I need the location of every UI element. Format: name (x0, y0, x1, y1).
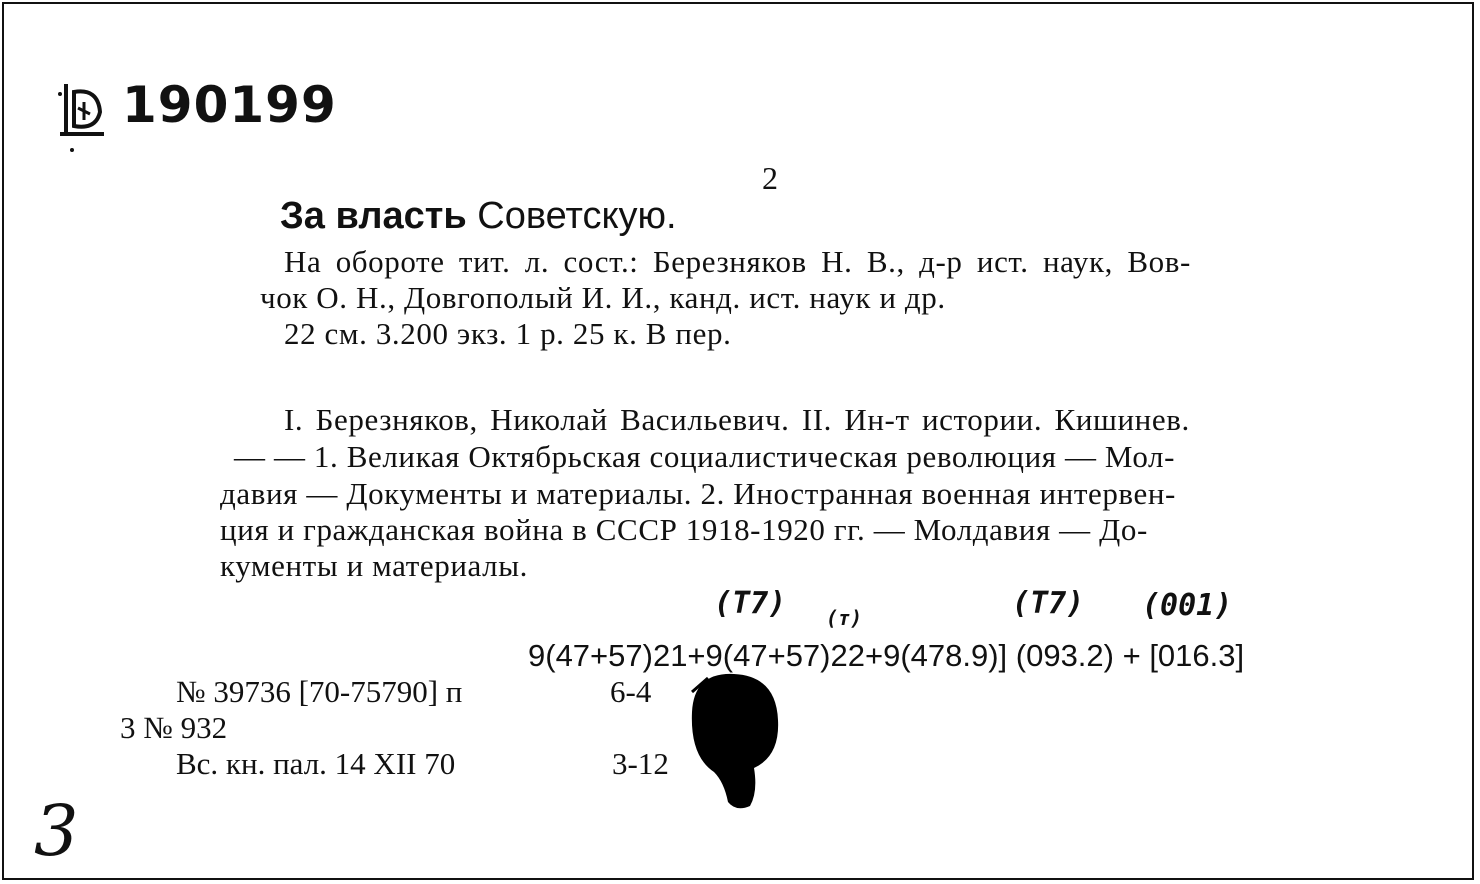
subject-line-1: I. Березняков, Николай Васильевич. II. Ин-т истории. Кишинев. (284, 402, 1190, 437)
title-rest: Советскую. (466, 195, 677, 237)
chamber-code: 3-12 (612, 746, 669, 781)
title-bold: За власть (280, 195, 467, 237)
catalog-card (2, 2, 1474, 880)
handwritten-note-d: (001) (1142, 588, 1233, 623)
library-stamp-icon (52, 74, 114, 154)
classification-index: 9(47+57)21+9(47+57)22+9(478.9)] (093.2) + [016.3] (528, 638, 1245, 673)
accession-number: 190199 (122, 76, 337, 134)
handwritten-note-b: (т) (826, 606, 863, 630)
punched-hole (684, 672, 784, 812)
copy-line: 3 № 932 (120, 710, 228, 745)
margin-mark: 3 (34, 790, 79, 872)
subject-line-2: — — 1. Великая Октябрьская социалистическая революция — Мол- (234, 439, 1176, 474)
handwritten-note-a: (Т7) (714, 586, 787, 621)
subject-line-4: ция и гражданская война в СССР 1918-1920 гг. — Молдавия — До- (220, 512, 1148, 547)
note-line-1: На обороте тит. л. сост.: Березняков Н. В., д-р ист. наук, Вов- (284, 244, 1191, 279)
handwritten-note-c: (Т7) (1012, 586, 1085, 621)
page-number: 2 (762, 160, 778, 196)
physical-description: 22 см. 3.200 экз. 1 р. 25 к. В пер. (284, 316, 732, 351)
subject-line-5: кументы и материалы. (220, 548, 528, 583)
order-line: № 39736 [70-75790] п (176, 674, 463, 709)
order-code: 6-4 (610, 674, 652, 709)
note-line-2: чок О. Н., Довгополый И. И., канд. ист. наук и др. (260, 280, 946, 315)
book-title (280, 194, 677, 238)
chamber-line: Вс. кн. пал. 14 XII 70 (176, 746, 456, 781)
subject-line-3: давия — Документы и материалы. 2. Иностранная военная интервен- (220, 476, 1176, 511)
